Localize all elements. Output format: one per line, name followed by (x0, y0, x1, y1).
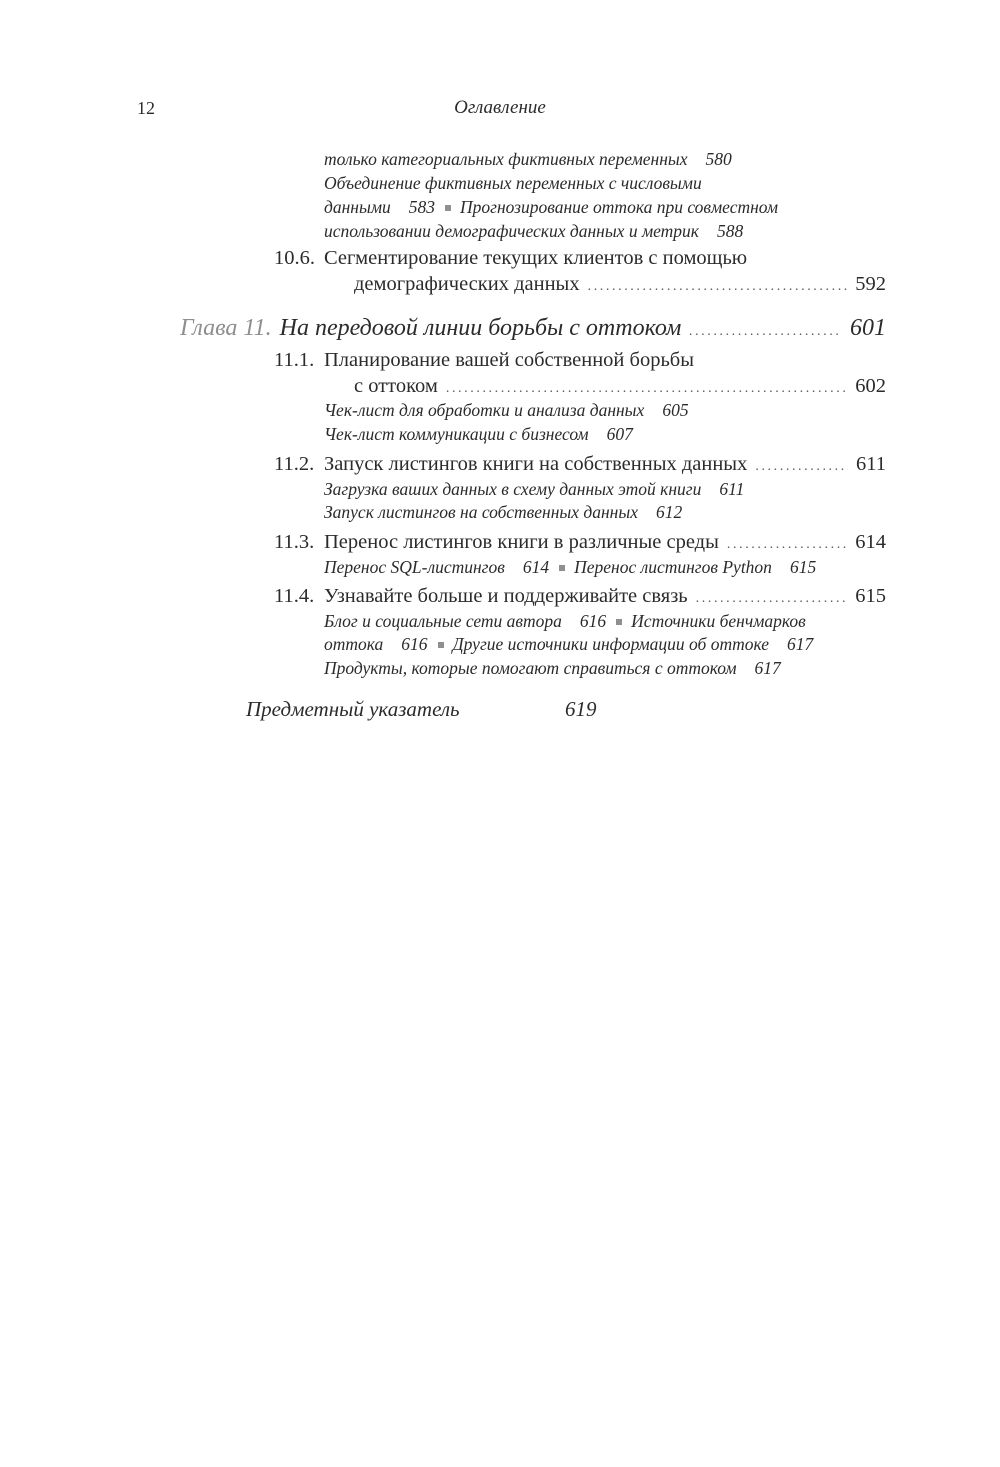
toc-subentry: Объединение фиктивных переменных с числовыми (324, 173, 702, 193)
toc-section-11-3: 11.3. Перенос листингов книги в различные среды ..... 614 (274, 529, 886, 558)
leader-dots (689, 317, 842, 347)
toc-section-11-1-cont: с оттоком ..... 602 (354, 373, 886, 402)
toc-section-10-6: 10.6. Сегментирование текущих клиентов с помощью (274, 247, 748, 269)
separator-square-icon (445, 205, 451, 211)
leader-dots (755, 454, 848, 480)
toc-section-11-1: 11.1. Планирование вашей собственной борьбы (274, 349, 695, 371)
running-header-title: Оглавление (454, 97, 546, 118)
toc-subentry: Запуск листингов на собственных данных 612 (324, 502, 683, 522)
toc-subentry: данными 583 Прогнозирование оттока при совместном (324, 197, 779, 217)
page-number: 12 (137, 98, 155, 118)
toc-subentry: Чек-лист коммуникации с бизнесом 607 (324, 424, 633, 444)
toc-section-11-2: 11.2. Запуск листингов книги на собственных данных ..... 611 (274, 451, 886, 480)
toc-subentry: использовании демографических данных и метрик 588 (324, 221, 744, 241)
separator-square-icon (438, 642, 444, 648)
toc-subentry: Загрузка ваших данных в схему данных этой книги 611 (324, 479, 745, 499)
toc-section-10-6-cont: демографических данных ..... 592 (354, 271, 886, 300)
toc-subentry: Блог и социальные сети автора 616 Источники бенчмарков (324, 611, 806, 631)
leader-dots (588, 274, 848, 300)
separator-square-icon (559, 565, 565, 571)
toc-subentry: Продукты, которые помогают справиться с оттоком 617 (324, 658, 781, 678)
toc-index-page: 619 (565, 697, 597, 721)
toc-subentry: Чек-лист для обработки и анализа данных 605 (324, 400, 689, 420)
toc-chapter-11: Глава 11. На передовой линии борьбы с оттоком ..... 601 (180, 313, 886, 347)
toc-subentry: только категориальных фиктивных переменных 580 (324, 149, 732, 169)
toc-subentry: оттока 616 Другие источники информации об оттоке 617 (324, 634, 814, 654)
toc-section-11-4: 11.4. Узнавайте больше и поддерживайте связь ..... 615 (274, 583, 886, 612)
separator-square-icon (616, 619, 622, 625)
toc-subentry: Перенос SQL-листингов 614 Перенос листингов Python 615 (324, 557, 817, 577)
toc-index-label: Предметный указатель (246, 697, 460, 721)
